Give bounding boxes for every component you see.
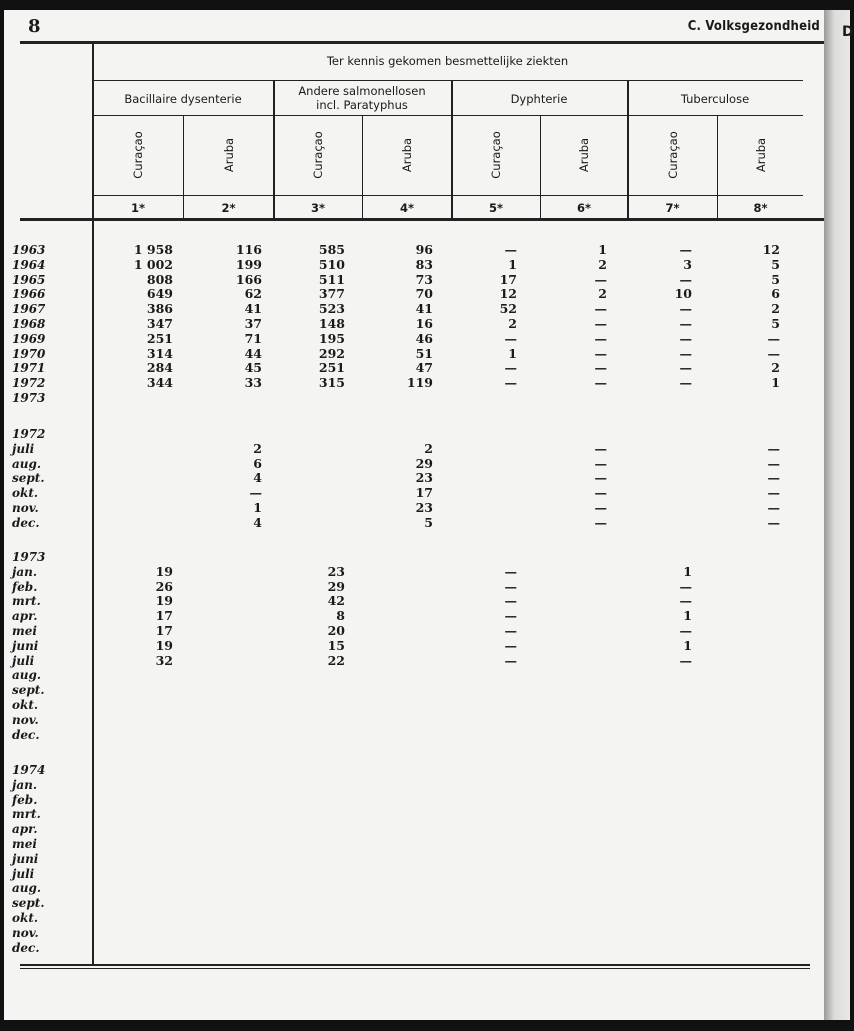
table-cell: 1 958 xyxy=(133,242,173,257)
table-row xyxy=(4,565,794,580)
table-cell: 284 xyxy=(146,360,173,376)
table-row xyxy=(4,668,794,683)
row-label: aug. xyxy=(12,456,42,471)
table-cell: 166 xyxy=(235,271,262,287)
table-cell: 1 xyxy=(683,637,692,653)
table-cell: 73 xyxy=(415,271,433,287)
row-label: 1970 xyxy=(12,346,46,361)
row-label: nov. xyxy=(12,925,39,940)
table-row xyxy=(4,926,794,941)
subcolumn-header: Aruba xyxy=(753,137,768,173)
table-cell: — xyxy=(679,578,692,594)
row-label: jan. xyxy=(12,777,38,792)
row-label: mei xyxy=(12,623,37,638)
table-row xyxy=(4,837,794,852)
table-cell: 44 xyxy=(244,345,262,361)
table-cell: 23 xyxy=(415,470,433,486)
table-cell: — xyxy=(249,485,262,501)
row-label: dec. xyxy=(12,940,40,955)
table-cell: 148 xyxy=(318,315,345,331)
row-label: sept. xyxy=(12,896,45,911)
table-cell: — xyxy=(594,440,607,456)
group-header: Dyphterie xyxy=(510,92,568,106)
bottom-rule xyxy=(20,964,810,966)
table-cell: — xyxy=(504,242,517,257)
column-number: 8* xyxy=(753,201,768,215)
table-cell: 29 xyxy=(415,455,433,471)
table-row xyxy=(4,391,794,406)
section-year-heading xyxy=(4,550,794,565)
table-cell: 315 xyxy=(318,375,345,391)
table-row xyxy=(4,822,794,837)
table-cell: 32 xyxy=(155,652,173,668)
row-label: juli xyxy=(12,441,35,456)
table-row xyxy=(4,376,794,391)
column-number: 5* xyxy=(488,201,503,215)
table-cell: — xyxy=(504,652,517,668)
table-cell: — xyxy=(594,360,607,376)
table-row xyxy=(4,867,794,882)
table-section xyxy=(4,763,794,955)
table-cell: 377 xyxy=(318,286,345,302)
row-label: mrt. xyxy=(12,807,41,822)
table-cell: 386 xyxy=(146,301,173,317)
table-row xyxy=(4,243,794,258)
table-cell: 19 xyxy=(155,563,173,579)
section-title: C. Volksgezondheid xyxy=(687,19,820,34)
table-row xyxy=(4,442,794,457)
table-cell: — xyxy=(594,375,607,391)
table-cell: — xyxy=(594,301,607,317)
table-cell: 199 xyxy=(235,256,262,272)
table-row xyxy=(4,624,794,639)
table-cell: — xyxy=(679,315,692,331)
table-cell: — xyxy=(767,330,780,346)
table-row xyxy=(4,793,794,808)
table-row xyxy=(4,332,794,347)
table-cell: — xyxy=(767,485,780,501)
table-cell: — xyxy=(594,499,607,515)
table-cell: 4 xyxy=(253,470,262,486)
table-cell: 12 xyxy=(499,286,517,302)
table-row xyxy=(4,287,794,302)
table-row xyxy=(4,654,794,669)
table-row xyxy=(4,941,794,956)
header-bottom-rule xyxy=(20,218,824,221)
table-cell: 649 xyxy=(146,286,173,302)
table-cell: 2 xyxy=(253,440,262,456)
table-cell: 5 xyxy=(424,514,433,530)
table-cell: 4 xyxy=(253,514,262,530)
column-number: 1* xyxy=(130,201,145,215)
table-cell: 314 xyxy=(146,345,173,361)
table-cell: — xyxy=(767,499,780,515)
table-cell: — xyxy=(504,330,517,346)
group-header: Bacillaire dysenterie xyxy=(124,92,242,106)
subcolumn-header: Aruba xyxy=(577,137,591,173)
rule xyxy=(92,80,803,81)
row-label: aug. xyxy=(12,668,42,683)
table-cell: 511 xyxy=(318,271,345,287)
subcolumn-header: Aruba xyxy=(221,137,236,173)
table-cell: 15 xyxy=(327,637,345,653)
row-label: mei xyxy=(12,836,37,851)
row-label: 1968 xyxy=(12,316,46,331)
table-cell: 23 xyxy=(415,499,433,515)
row-label: okt. xyxy=(12,486,39,501)
table-cell: — xyxy=(767,514,780,530)
rule xyxy=(92,115,803,116)
table-cell: — xyxy=(679,271,692,287)
table-cell: — xyxy=(594,470,607,486)
table-section xyxy=(4,550,794,742)
subcolumn-header: Curaçao xyxy=(311,131,325,179)
table-cell: — xyxy=(679,622,692,638)
table-cell: 2 xyxy=(771,301,780,317)
table-cell: 195 xyxy=(318,330,345,346)
table-cell: — xyxy=(594,514,607,530)
table-cell: 2 xyxy=(424,440,433,456)
row-label: 1967 xyxy=(12,302,46,317)
group-header: Tuberculose xyxy=(680,92,750,106)
table-cell: — xyxy=(504,637,517,653)
table-section xyxy=(4,243,794,406)
table-cell: 2 xyxy=(508,315,517,331)
row-label: juli xyxy=(12,866,35,881)
row-label: juni xyxy=(12,638,39,653)
table-cell: — xyxy=(767,440,780,456)
table-cell: 2 xyxy=(771,360,780,376)
year-heading-label: 1972 xyxy=(12,427,46,441)
table-cell: 347 xyxy=(146,315,173,331)
row-label: 1963 xyxy=(12,243,46,257)
table-cell: — xyxy=(679,330,692,346)
table-cell: 116 xyxy=(235,242,262,257)
table-cell: 5 xyxy=(771,315,780,331)
table-row xyxy=(4,728,794,743)
row-label: 1972 xyxy=(12,376,46,391)
row-label: nov. xyxy=(12,712,39,727)
table-cell: — xyxy=(679,345,692,361)
rule xyxy=(627,80,629,218)
table-cell: 6 xyxy=(253,455,262,471)
table-cell: 1 xyxy=(683,563,692,579)
subcolumn-header: Curaçao xyxy=(665,131,680,179)
table-cell: 8 xyxy=(336,608,345,624)
table-cell: 10 xyxy=(674,286,692,302)
table-row xyxy=(4,713,794,728)
table-cell: — xyxy=(504,563,517,579)
table-cell: 1 xyxy=(598,242,607,257)
table-cell: 46 xyxy=(415,330,433,346)
table-cell: 3 xyxy=(683,256,692,272)
table-cell: 2 xyxy=(598,256,607,272)
table-row xyxy=(4,683,794,698)
year-heading-label: 1973 xyxy=(12,550,46,564)
table-row xyxy=(4,911,794,926)
rule xyxy=(451,80,453,218)
table-cell: 70 xyxy=(415,286,433,302)
row-label: juni xyxy=(12,851,39,866)
table-cell: 52 xyxy=(499,301,517,317)
table-cell: 1 xyxy=(253,499,262,515)
row-label: dec. xyxy=(12,515,40,530)
table-cell: 22 xyxy=(327,652,345,668)
document-page xyxy=(4,10,824,1020)
row-label: dec. xyxy=(12,727,40,742)
table-cell: 585 xyxy=(318,242,345,257)
table-cell: 17 xyxy=(499,271,517,287)
table-cell: 1 xyxy=(508,256,517,272)
table-cell: 23 xyxy=(327,563,345,579)
table-cell: — xyxy=(504,578,517,594)
row-label: 1969 xyxy=(12,331,46,346)
table-cell: 251 xyxy=(318,360,345,376)
table-cell: 17 xyxy=(415,485,433,501)
table-row xyxy=(4,317,794,332)
row-label: apr. xyxy=(12,822,38,837)
table-cell: 42 xyxy=(327,593,345,609)
row-label: 1966 xyxy=(12,287,46,302)
column-number: 7* xyxy=(665,201,680,215)
table-cell: 6 xyxy=(771,286,780,302)
row-label: sept. xyxy=(12,683,45,698)
table-cell: — xyxy=(504,622,517,638)
group-header: Andere salmonellosen incl. Paratyphus xyxy=(298,84,426,112)
table-cell: — xyxy=(679,375,692,391)
table-row xyxy=(4,594,794,609)
table-cell: 17 xyxy=(155,608,173,624)
table-cell: 510 xyxy=(318,256,345,272)
table-cell: 71 xyxy=(244,330,262,346)
table-row xyxy=(4,881,794,896)
row-label: sept. xyxy=(12,471,45,486)
table-cell: — xyxy=(679,360,692,376)
table-cell: 26 xyxy=(155,578,173,594)
table-cell: — xyxy=(594,485,607,501)
subcolumn-header: Aruba xyxy=(400,137,414,173)
table-cell: — xyxy=(594,315,607,331)
subcolumn-header: Curaçao xyxy=(131,131,145,179)
table-cell: 5 xyxy=(771,271,780,287)
table-cell: 51 xyxy=(415,345,433,361)
subcolumn-header: Curaçao xyxy=(489,131,503,179)
table-cell: 292 xyxy=(318,345,345,361)
table-cell: 17 xyxy=(155,622,173,638)
rule xyxy=(273,80,275,218)
row-label: 1965 xyxy=(12,272,46,287)
row-label: juli xyxy=(12,653,35,668)
table-cell: 62 xyxy=(244,286,262,302)
table-cell: — xyxy=(767,455,780,471)
table-row xyxy=(4,580,794,595)
table-cell: 251 xyxy=(146,330,173,346)
table-row xyxy=(4,852,794,867)
page-number: 8 xyxy=(28,16,41,37)
section-year-heading xyxy=(4,763,794,778)
row-label: 1973 xyxy=(12,390,46,405)
row-label: 1964 xyxy=(12,257,46,272)
row-label: feb. xyxy=(12,792,38,807)
table-row xyxy=(4,698,794,713)
section-year-heading xyxy=(4,427,794,442)
table-row xyxy=(4,258,794,273)
table-row xyxy=(4,457,794,472)
table-cell: — xyxy=(679,242,692,257)
column-number: 6* xyxy=(576,201,591,215)
table-cell: 5 xyxy=(771,256,780,272)
table-row xyxy=(4,302,794,317)
table-row xyxy=(4,516,794,531)
table-row xyxy=(4,609,794,624)
table-cell: 2 xyxy=(598,286,607,302)
row-label: aug. xyxy=(12,881,42,896)
table-cell: 808 xyxy=(146,271,173,287)
row-label: mrt. xyxy=(12,594,41,609)
table-cell: — xyxy=(504,608,517,624)
table-row xyxy=(4,896,794,911)
table-cell: 41 xyxy=(415,301,433,317)
table-cell: — xyxy=(679,301,692,317)
column-number: 4* xyxy=(399,201,414,215)
table-cell: 83 xyxy=(415,256,433,272)
table-cell: — xyxy=(504,360,517,376)
table-cell: 45 xyxy=(244,360,262,376)
table-cell: 19 xyxy=(155,637,173,653)
table-cell: — xyxy=(679,593,692,609)
table-cell: 1 xyxy=(771,375,780,391)
table-cell: 19 xyxy=(155,593,173,609)
table-cell: — xyxy=(767,345,780,361)
year-heading-label: 1974 xyxy=(12,763,46,777)
table-row xyxy=(4,639,794,654)
row-label: okt. xyxy=(12,910,39,925)
column-number: 2* xyxy=(221,201,236,215)
table-cell: — xyxy=(594,271,607,287)
table-cell: 523 xyxy=(318,301,345,317)
row-label: 1971 xyxy=(12,361,46,376)
table-cell: — xyxy=(594,330,607,346)
table-cell: — xyxy=(679,652,692,668)
table-cell: 47 xyxy=(415,360,433,376)
row-label: nov. xyxy=(12,500,39,515)
table-cell: 1 002 xyxy=(133,256,173,272)
table-row xyxy=(4,471,794,486)
table-cell: 20 xyxy=(327,622,345,638)
row-label: okt. xyxy=(12,697,39,712)
row-label: feb. xyxy=(12,579,38,594)
table-cell: 1 xyxy=(683,608,692,624)
row-label: apr. xyxy=(12,609,38,624)
column-number: 3* xyxy=(310,201,325,215)
table-row xyxy=(4,807,794,822)
table-cell: — xyxy=(504,375,517,391)
row-label: jan. xyxy=(12,564,38,579)
table-row xyxy=(4,347,794,362)
rule xyxy=(92,195,803,196)
table-cell: 41 xyxy=(244,301,262,317)
table-cell: — xyxy=(594,345,607,361)
table-cell: 1 xyxy=(508,345,517,361)
table-cell: 96 xyxy=(415,242,433,257)
table-cell: 344 xyxy=(146,375,173,391)
top-rule xyxy=(20,41,824,44)
next-page-letter: D xyxy=(842,24,854,40)
table-cell: — xyxy=(504,593,517,609)
table-cell: — xyxy=(594,455,607,471)
table-cell: 37 xyxy=(244,315,262,331)
table-cell: 16 xyxy=(415,315,433,331)
table-cell: 119 xyxy=(406,375,433,391)
next-page-edge xyxy=(824,10,854,1020)
table-row xyxy=(4,778,794,793)
table-cell: 12 xyxy=(762,242,780,257)
table-cell: 29 xyxy=(327,578,345,594)
table-section xyxy=(4,427,794,531)
table-row xyxy=(4,501,794,516)
table-row xyxy=(4,361,794,376)
table-title: Ter kennis gekomen besmettelijke ziekten xyxy=(326,54,569,68)
table-cell: — xyxy=(767,470,780,486)
table-row xyxy=(4,273,794,288)
bottom-rule xyxy=(20,968,810,969)
table-cell: 33 xyxy=(244,375,262,391)
table-row xyxy=(4,486,794,501)
